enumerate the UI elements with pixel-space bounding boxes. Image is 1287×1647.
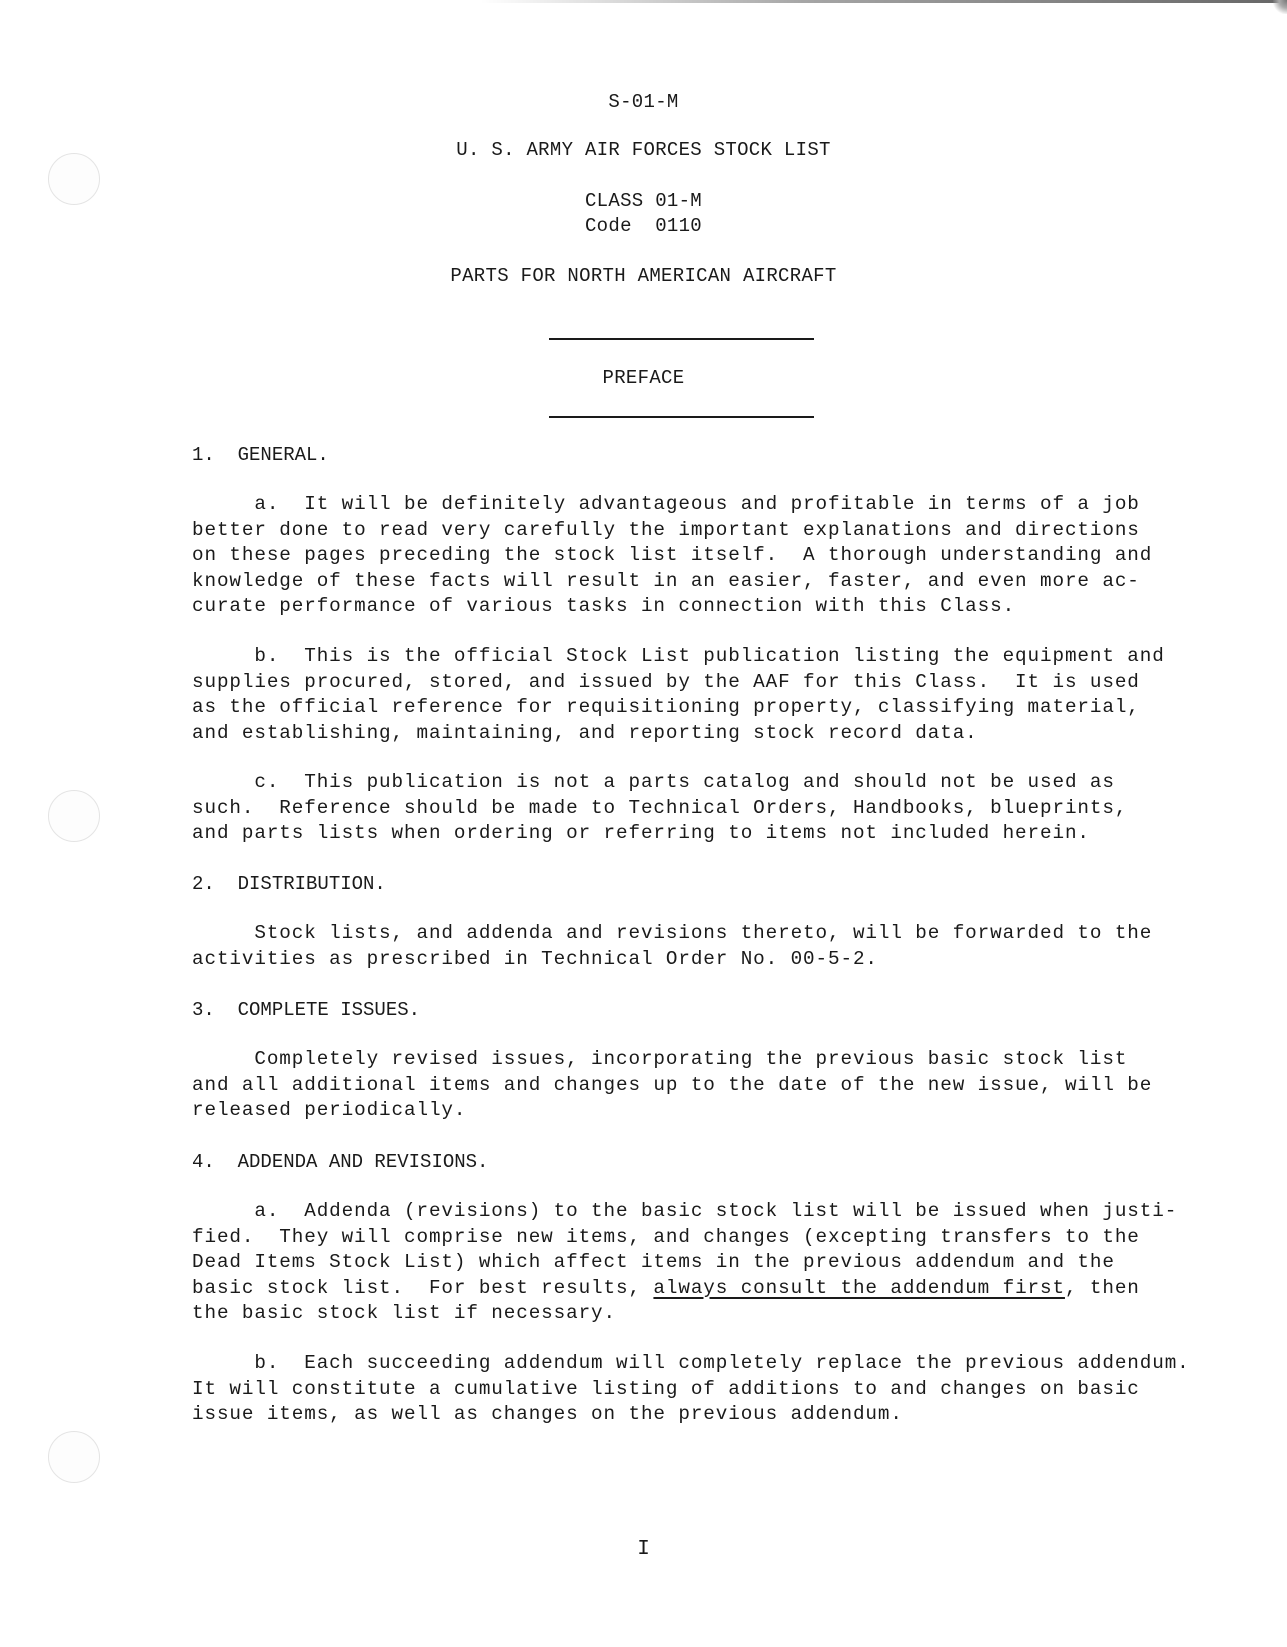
- addenda-a-emphasis: always consult the addendum first: [653, 1276, 1065, 1299]
- page-number: I: [637, 1538, 650, 1561]
- section-title: PREFACE: [602, 367, 685, 389]
- paragraph-general-b: b. This is the official Stock List publication listing the equipment and supplies procured, stored, and issued by the AAF for this Class. It is used as the official reference for requisitioning property, classifying material, and establishing, maintaining, and reporting stock record data.: [192, 645, 1165, 744]
- paragraph-distribution: Stock lists, and addenda and revisions thereto, will be forwarded to the activities as prescribed in Technical Order No. 00-5-2.: [192, 922, 1153, 970]
- paragraph-general-a: a. It will be definitely advantageous and profitable in terms of a job better done to read very carefully the important explanations and directions on these pages preceding the stock list itself. A thorough understanding and knowledge of these facts will result in an easier, faster, and even more ac- curate performance of various tasks in connection with this Class.: [192, 493, 1153, 617]
- document-number: S-01-M: [608, 91, 679, 113]
- rule-above-preface: [549, 338, 814, 340]
- heading-addenda: 4. ADDENDA AND REVISIONS.: [192, 1151, 489, 1173]
- heading-distribution: 2. DISTRIBUTION.: [192, 873, 386, 895]
- paragraph-addenda-a: [192, 1199, 1178, 1327]
- addenda-a-text-end: , then the basic stock list if necessary.: [192, 1276, 1140, 1324]
- rule-below-preface: [549, 416, 814, 418]
- document-title: U. S. ARMY AIR FORCES STOCK LIST: [456, 139, 831, 161]
- scan-corner-shadow: [1273, 0, 1287, 14]
- code-label: Code 0110: [584, 215, 703, 237]
- subject-line: PARTS FOR NORTH AMERICAN AIRCRAFT: [450, 265, 837, 287]
- scan-edge-shadow: [480, 0, 1287, 3]
- heading-complete-issues: 3. COMPLETE ISSUES.: [192, 999, 421, 1021]
- paragraph-general-c: c. This publication is not a parts catalog and should not be used as such. Reference should be made to Technical Orders, Handbooks, blueprints, and parts lists when ordering or referring to items not included herein.: [192, 771, 1128, 844]
- addenda-a-text: a. Addenda (revisions) to the basic stock list will be issued when justi- fied. They will comprise new items, and changes (excepting transfers to the Dead Items Stock List) which affect items in the previous addendum and the basic stock list. For best results,: [192, 1200, 1178, 1299]
- punch-hole-bottom: [48, 1431, 100, 1483]
- class-label: CLASS 01-M: [584, 190, 703, 212]
- heading-general: 1. GENERAL.: [192, 444, 329, 466]
- paragraph-complete-issues: Completely revised issues, incorporating the previous basic stock list and all additional items and changes up to the date of the new issue, will be released periodically.: [192, 1048, 1153, 1121]
- paragraph-addenda-b: b. Each succeeding addendum will completely replace the previous addendum. It will constitute a cumulative listing of additions to and changes on basic issue items, as well as changes on the previous addendum.: [192, 1352, 1190, 1425]
- punch-hole-middle: [48, 790, 100, 842]
